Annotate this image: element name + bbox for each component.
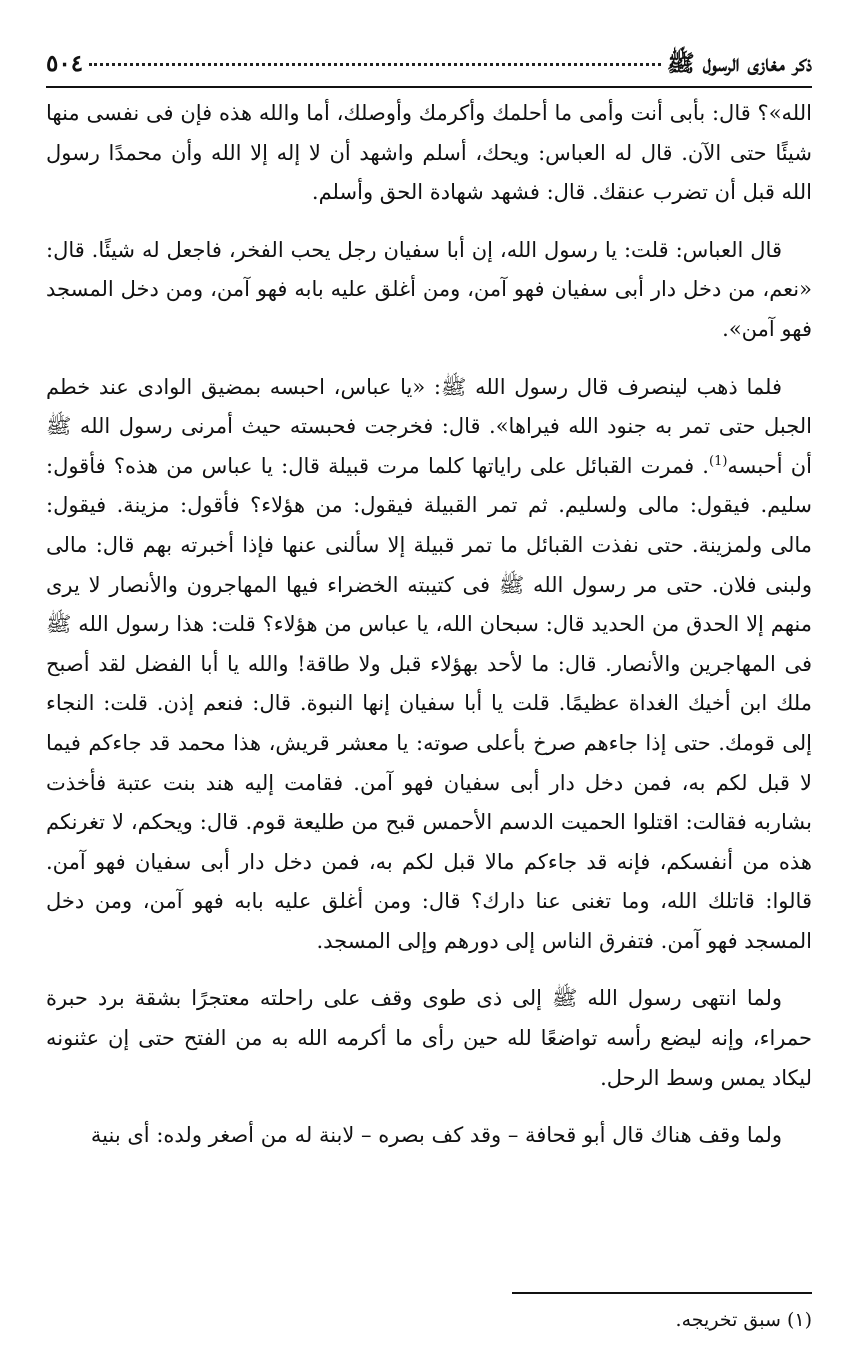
leader-dots	[89, 62, 661, 66]
paragraph-1: الله»؟ قال: بأبى أنت وأمى ما أحلمك وأكرمك وأوصلك، أما والله هذه فإن فى نفسى منها شيئًا حتى الآن. قال له العباس: ويحك، أسلم واشهد أن لا إله إلا الله وأن محمدًا رسول الله قبل أن تضرب عنقك. قال: فشهد شهادة الحق وأسلم.	[46, 101, 812, 205]
footnote-ref-1[interactable]: (1)	[708, 453, 728, 469]
paragraph-3-part-a: فلما ذهب لينصرف قال رسول الله ﷺ: «يا عباس، احبسه بمضيق الوادى عند خطم الجبل حتى تمر به جنود الله فيراها». قال: فخرجت فحبسته حيث أمرنى رسول الله ﷺ أن أحبسه	[46, 374, 812, 478]
running-head-title: ذكر مغازى الرسول ﷺ	[666, 50, 812, 77]
paragraph-3	[46, 368, 812, 962]
running-head	[46, 44, 812, 88]
paragraph-2: قال العباس: قلت: يا رسول الله، إن أبا سفيان رجل يحب الفخر، فاجعل له شيئًا. قال: «نعم، من دخل دار أبى سفيان فهو آمن، ومن أغلق عليه بابه فهو آمن، ومن دخل المسجد فهو آمن».	[46, 237, 812, 341]
footnote-1: (١) سبق تخريجه.	[675, 1309, 812, 1331]
page-number: ٥٠٤	[46, 50, 84, 77]
footnote-rule	[512, 1292, 812, 1294]
paragraph-3-part-b: . فمرت القبائل على راياتها كلما مرت قبيلة قال: يا عباس من هذه؟ فأقول: سليم. فيقول: مالى ولسليم. ثم تمر القبيلة فيقول: من هؤلاء؟ فأقول: مزينة. فيقول: مالى ولمزينة. حتى نفذت القبائل ما تمر قبيلة إلا سألنى عنها فإذا أخبرته بهم قال: مالى ولبنى فلان. حتى مر رسول الله ﷺ فى كتيبته الخضراء فيها المهاجرون والأنصار لا يرى منهم إلا الحدق من الحديد قال: سبحان الله، يا عباس من هؤلاء؟ قلت: هذا رسول الله ﷺ فى المهاجرين والأنصار. قال: ما لأحد بهؤلاء قبل ولا طاقة! والله يا أبا الفضل لقد أصبح ملك ابن أخيك الغداة عظيمًا. قلت يا أبا سفيان إنها النبوة. قال: فنعم إذن. قلت: النجاء إلى قومك. حتى إذا جاءهم صرخ بأعلى صوته: يا معشر قريش، هذا محمد قد جاءكم فيما لا قبل لكم به، فمن دخل دار أبى سفيان فهو آمن. فقامت إليه هند بنت عتبة فأخذت بشاربه فقالت: اقتلوا الحميت الدسم الأحمس قبح من طليعة قوم. قال: ويحكم، لا تغرنكم هذه من أنفسكم، فإنه قد جاءكم مالا قبل لكم به، فمن دخل دار أبى سفيان فهو آمن. قالوا: قاتلك الله، وما تغنى عنا دارك؟ قال: ومن أغلق عليه بابه فهو آمن، ومن دخل المسجد فهو آمن. فتفرق الناس إلى دورهم وإلى المسجد.	[46, 453, 812, 953]
paragraph-4: ولما انتهى رسول الله ﷺ إلى ذى طوى وقف على راحلته معتجرًا بشقة برد حبرة حمراء، وإنه ليضع رأسه تواضعًا لله حين رأى ما أكرمه الله به من الفتح حتى إن عثنونه ليكاد يمس وسط الرحل.	[46, 986, 812, 1090]
paragraph-5: ولما وقف هناك قال أبو قحافة – وقد كف بصره – لابنة له من أصغر ولده: أى بنية	[90, 1123, 782, 1148]
